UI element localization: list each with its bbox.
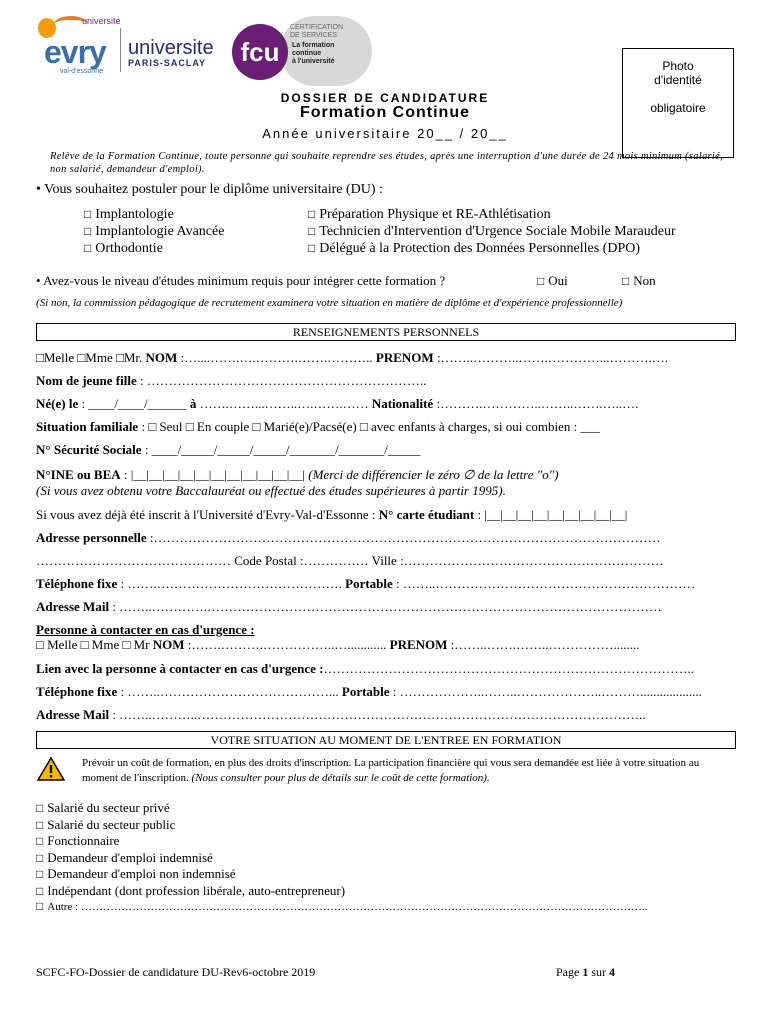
intro-text: Relève de la Formation Continue, toute personne qui souhaite reprendre ses études, après une interruption d'une durée de 24 mois minimum (salarié, non salarié, demandeur d'emploi). xyxy=(50,151,724,175)
nom-field[interactable]: :…....…….….……….…….……….. xyxy=(177,350,376,365)
naissance-line[interactable] xyxy=(36,396,638,412)
ine-line[interactable] xyxy=(36,467,559,483)
situation-familiale-options[interactable]: : □ Seul □ En couple □ Marié(e)/Pacsé(e) □ avec enfants à charges, si oui combien : ___ xyxy=(138,419,601,434)
urgence-mail-line[interactable] xyxy=(36,707,646,723)
lien-line[interactable] xyxy=(36,661,694,677)
page-number: Page 1 sur 4 xyxy=(556,965,615,979)
situation-familiale-line[interactable] xyxy=(36,419,600,435)
urgence-telephone-field[interactable]: : ……..…………………………………... xyxy=(117,684,342,699)
ine-field[interactable]: : |__|__|__|__|__|__|__|__|__|__|__| xyxy=(120,467,309,482)
urgence-nom-field[interactable]: :…….……….……………..…............ xyxy=(184,637,390,652)
question-niveau: • Avez-vous le niveau d'études minimum requis pour intégrer cette formation ? xyxy=(36,273,446,288)
portable-label: Portable xyxy=(345,576,393,591)
universite-evry-logo: université evry val-d'essonne xyxy=(36,16,120,76)
nationalite-label: Nationalité xyxy=(371,396,434,411)
situation-familiale-label: Situation familiale xyxy=(36,419,139,434)
annee-universitaire: Année universitaire 20__ / 20__ xyxy=(262,126,508,141)
ne-le-label: Né(e) le xyxy=(36,396,79,411)
telephone-label: Téléphone fixe xyxy=(36,576,118,591)
option-dpo[interactable]: □ Délégué à la Protection des Données Personnelles (DPO) xyxy=(308,240,676,257)
carte-etudiant-text: Si vous avez déjà été inscrit à l'Université d'Evry-Val-d'Essonne : xyxy=(36,507,379,522)
securite-sociale-label: N° Sécurité Sociale xyxy=(36,442,142,457)
urgence-portable-field[interactable]: : ………………..……..………………..………................... xyxy=(389,684,702,699)
telephone-line[interactable] xyxy=(36,576,695,592)
du-options-right xyxy=(308,206,676,257)
ine-note-2: (Si vous avez obtenu votre Baccalauréat ou effectué des études supérieures à partir 1995). xyxy=(36,483,506,498)
lien-field[interactable]: ………………………………………………………………………….. xyxy=(323,661,695,676)
urgence-heading: Personne à contacter en cas d'urgence : xyxy=(36,622,255,637)
lieu-label: à xyxy=(189,396,197,411)
adresse-line[interactable] xyxy=(36,530,661,546)
warning-italic: (Nous consulter pour plus de détails sur le coût de cette formation). xyxy=(191,772,490,784)
situation-salarie-prive[interactable]: □ Salarié du secteur privé xyxy=(36,800,647,817)
mail-label: Adresse Mail xyxy=(36,599,110,614)
option-implantologie-avancee[interactable]: □ Implantologie Avancée xyxy=(84,223,224,240)
option-technicien-urgence[interactable]: □ Technicien d'Intervention d'Urgence Sociale Mobile Maraudeur xyxy=(308,223,676,240)
adresse-field[interactable]: :……………………………………………………………………………………………………… xyxy=(146,530,661,545)
nom-jeune-fille-label: Nom de jeune fille xyxy=(36,373,137,388)
situation-salarie-public[interactable]: □ Salarié du secteur public xyxy=(36,817,647,834)
urgence-mail-label: Adresse Mail xyxy=(36,707,110,722)
section-renseignements-personnels: RENSEIGNEMENTS PERSONNELS xyxy=(36,323,736,341)
lien-label: Lien avec la personne à contacter en cas d'urgence : xyxy=(36,661,324,676)
nom-jeune-fille-line[interactable] xyxy=(36,373,426,389)
photo-required: obligatoire xyxy=(650,101,706,115)
urgence-portable-label: Portable xyxy=(341,684,390,699)
warning-main: Prévoir un coût de formation, en plus des droits d'inscription. La participation financière qui vous sera demandée est liée à votre situation au moment de l'inscription. xyxy=(82,757,700,784)
securite-sociale-line[interactable] xyxy=(36,442,420,458)
dossier-title: DOSSIER DE CANDIDATURE xyxy=(280,91,490,105)
situation-fonctionnaire[interactable]: □ Fonctionnaire xyxy=(36,833,647,850)
carte-etudiant-field[interactable]: : |__|__|__|__|__|__|__|__|__| xyxy=(474,507,628,522)
urgence-telephone-line[interactable] xyxy=(36,684,702,700)
telephone-field[interactable]: : …….……………………………………. xyxy=(117,576,346,591)
option-implantologie[interactable]: □ Implantologie xyxy=(84,206,224,223)
code-postal-ville-line[interactable]: ……………………………………… Code Postal :…………… Ville :…………………………………………………… xyxy=(36,553,664,568)
urgence-nom-line[interactable] xyxy=(36,637,640,653)
urgence-telephone-label: Téléphone fixe xyxy=(36,684,118,699)
footer-reference: SCFC-FO-Dossier de candidature DU-Rev6-octobre 2019 xyxy=(36,965,316,979)
mail-line[interactable] xyxy=(36,599,662,615)
photo-label: Photo xyxy=(662,59,694,73)
option-orthodontie[interactable]: □ Orthodontie xyxy=(84,240,224,257)
formation-title: Formation Continue xyxy=(300,104,470,121)
photo-label-2: d'identité xyxy=(654,73,702,87)
du-options-left xyxy=(84,206,224,257)
urgence-civilite[interactable]: □ Melle □ Mme □ Mr xyxy=(36,637,153,652)
carte-etudiant-label: N° carte étudiant xyxy=(378,507,475,522)
option-preparation-physique[interactable]: □ Préparation Physique et RE-Athlétisation xyxy=(308,206,676,223)
situation-autre[interactable]: □ Autre : ……………………………………………………………………………………………………………………………………….. xyxy=(36,899,647,916)
note-niveau: (Si non, la commission pédagogique de recrutement examinera votre situation en matière de diplôme et d'expérience professionnelle) xyxy=(36,297,623,309)
nom-prenom-line[interactable] xyxy=(36,350,668,366)
nom-label: NOM xyxy=(145,350,178,365)
date-naissance-field[interactable]: : ____/____/______ xyxy=(78,396,190,411)
question-du: • Vous souhaitez postuler pour le diplôme universitaire (DU) : xyxy=(36,182,383,197)
checkbox-oui[interactable]: □ Oui xyxy=(537,273,568,289)
carte-etudiant-line[interactable] xyxy=(36,507,627,523)
situation-list xyxy=(36,800,647,916)
lieu-naissance-field[interactable]: …….……...……..….…….…… xyxy=(196,396,372,411)
urgence-nom-label: NOM xyxy=(152,637,185,652)
securite-sociale-field[interactable]: : ____/_____/_____/_____/_______/_______/_____ xyxy=(141,442,421,457)
situation-independant[interactable]: □ Indépendant (dont profession libérale, auto-entrepreneur) xyxy=(36,883,647,900)
urgence-prenom-label: PRENOM xyxy=(389,637,448,652)
civilite-checkboxes[interactable]: □Melle □Mme □Mr. xyxy=(36,350,143,365)
adresse-label: Adresse personnelle xyxy=(36,530,147,545)
universite-paris-saclay-logo: universite PARIS-SACLAY xyxy=(128,37,214,68)
section-situation: VOTRE SITUATION AU MOMENT DE L'ENTREE EN FORMATION xyxy=(36,731,736,749)
urgence-mail-field[interactable]: : ……..………..………………………………………………………………………………………….. xyxy=(109,707,646,722)
certification-logo: CERTIFICATION DE SERVICES La formation continue à l'université xyxy=(280,16,372,86)
warning-icon xyxy=(36,756,66,787)
situation-demandeur-indemnise[interactable]: □ Demandeur d'emploi indemnisé xyxy=(36,850,647,867)
situation-demandeur-non-indemnise[interactable]: □ Demandeur d'emploi non indemnisé xyxy=(36,866,647,883)
logo-divider xyxy=(120,28,121,72)
ine-label: N°INE ou BEA xyxy=(36,467,121,482)
ine-note: (Merci de différencier le zéro ∅ de la lettre "o") xyxy=(308,467,559,482)
warning-text xyxy=(82,756,737,786)
checkbox-non[interactable]: □ Non xyxy=(622,273,656,289)
prenom-field[interactable]: :……..………..…….…………...……….…. xyxy=(433,350,669,365)
fcu-logo: fcu xyxy=(232,24,288,80)
portable-field[interactable]: : ……..…………………………………………………… xyxy=(392,576,696,591)
mail-field[interactable]: : ……..………….…………………………………………………………………………………………… xyxy=(109,599,662,614)
nom-jeune-fille-field[interactable]: : ……………………………………………………….. xyxy=(136,373,427,388)
urgence-prenom-field[interactable]: :……..…….……..……………........ xyxy=(447,637,640,652)
nationalite-field[interactable]: :……….…………..……..…….…..…. xyxy=(433,396,639,411)
prenom-label: PRENOM xyxy=(375,350,434,365)
